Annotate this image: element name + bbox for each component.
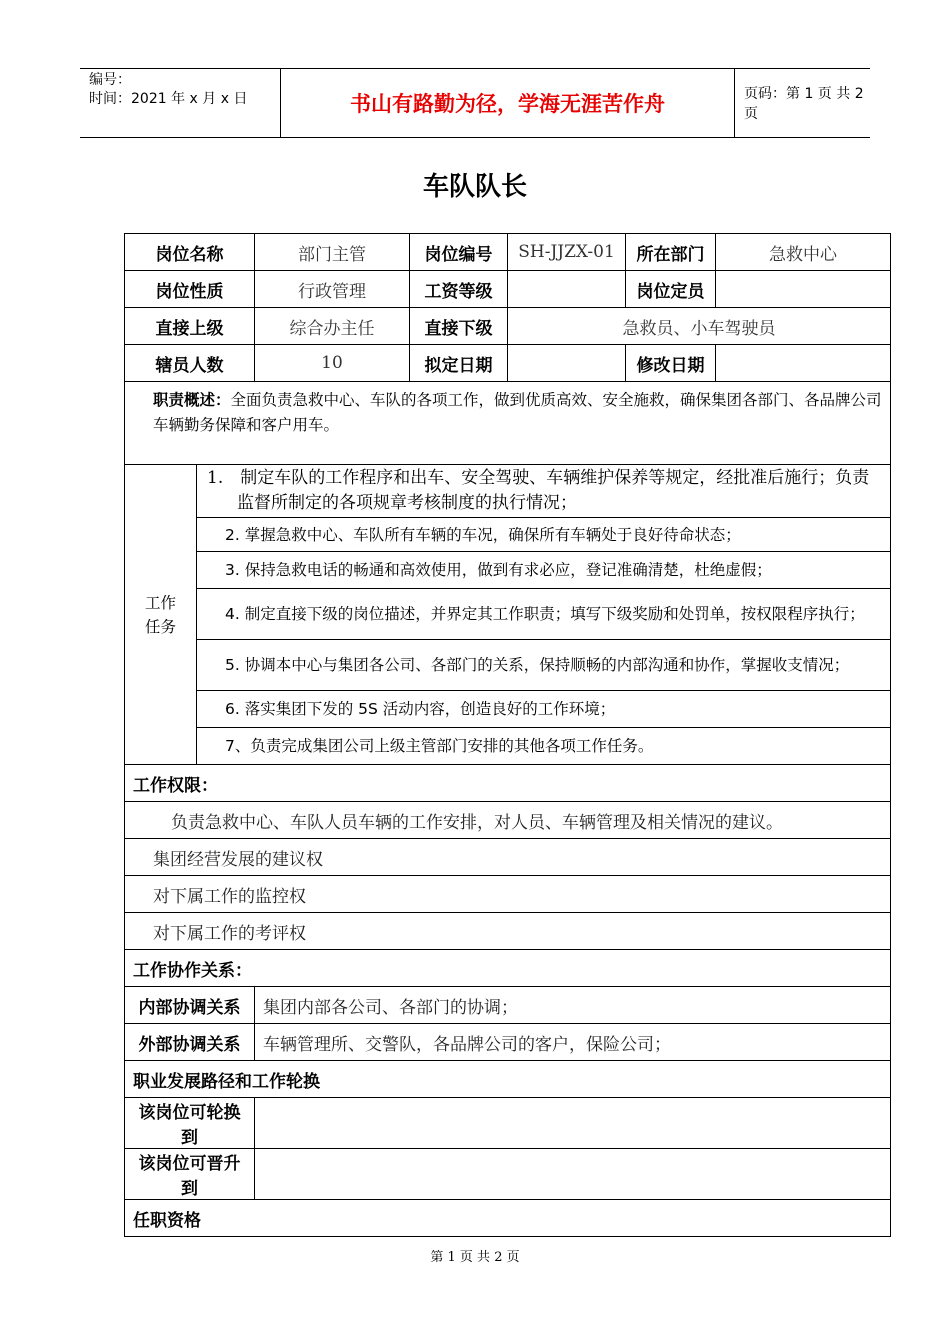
overview-label: 职责概述： — [153, 391, 231, 409]
header-slogan: 书山有路勤为径，学海无涯苦作舟 — [280, 69, 735, 137]
header-number: 编号： — [89, 72, 131, 88]
authority-item: 集团经营发展的建议权 — [125, 839, 891, 876]
authority-row — [125, 913, 891, 950]
header-meta — [80, 69, 280, 137]
task-row-5 — [125, 640, 891, 691]
page-footer: 第 1 页 共 2 页 — [430, 1250, 520, 1265]
draft-date-label: 拟定日期 — [410, 345, 508, 382]
superior-value: 综合办主任 — [255, 308, 410, 345]
overview-cell — [125, 382, 891, 465]
post-name-value: 部门主管 — [255, 234, 410, 271]
authority-row — [125, 876, 891, 913]
header-page-info: 页码：第 1 页 共 2 页 — [744, 86, 864, 122]
staff-label: 辖员人数 — [125, 345, 255, 382]
external-row — [125, 1024, 891, 1061]
nature-label: 岗位性质 — [125, 271, 255, 308]
internal-label: 内部协调关系 — [125, 987, 255, 1024]
promote-value — [255, 1149, 891, 1200]
draft-date-value — [508, 345, 626, 382]
task-item: 6. 落实集团下发的 5S 活动内容，创造良好的工作环境； — [197, 691, 891, 728]
qualification-label: 任职资格 — [125, 1200, 891, 1237]
rotate-row — [125, 1098, 891, 1149]
dept-label: 所在部门 — [626, 234, 716, 271]
document-title: 车队队长 — [422, 172, 527, 202]
external-value: 车辆管理所、交警队，各品牌公司的客户，保险公司； — [255, 1024, 891, 1061]
task-item: 5. 协调本中心与集团各公司、各部门的关系，保持顺畅的内部沟通和协作，掌握收支情况； — [197, 640, 891, 691]
task-row-3 — [125, 552, 891, 589]
info-row-4 — [125, 345, 891, 382]
task-item: 7、负责完成集团公司上级主管部门安排的其他各项工作任务。 — [197, 728, 891, 765]
dept-value: 急救中心 — [716, 234, 891, 271]
quota-value — [716, 271, 891, 308]
task-row-7 — [125, 728, 891, 765]
authority-row — [125, 839, 891, 876]
task-item: 2. 掌握急救中心、车队所有车辆的车况，确保所有车辆处于良好待命状态； — [197, 518, 891, 552]
cooperation-label: 工作协作关系： — [125, 950, 891, 987]
info-row-2 — [125, 271, 891, 308]
header-time: 时间：2021 年 x 月 x 日 — [89, 91, 248, 107]
overview-text: 全面负责急救中心、车队的各项工作，做到优质高效、安全施救，确保集团各部门、各品牌公司车辆勤务保障和客户用车。 — [153, 391, 882, 434]
task-row-4 — [125, 589, 891, 640]
subordinate-label: 直接下级 — [410, 308, 508, 345]
quota-label: 岗位定员 — [626, 271, 716, 308]
info-row-1 — [125, 234, 891, 271]
subordinate-value: 急救员、小车驾驶员 — [508, 308, 891, 345]
tasks-label: 工作 任务 — [125, 465, 197, 765]
external-label: 外部协调关系 — [125, 1024, 255, 1061]
internal-value: 集团内部各公司、各部门的协调； — [255, 987, 891, 1024]
rotate-value — [255, 1098, 891, 1149]
authority-item: 对下属工作的考评权 — [125, 913, 891, 950]
task-row-1 — [125, 465, 891, 518]
nature-value: 行政管理 — [255, 271, 410, 308]
promote-label: 该岗位可晋升到 — [125, 1149, 255, 1200]
task-item: 3. 保持急救电话的畅通和高效使用，做到有求必应，登记准确清楚，杜绝虚假； — [197, 552, 891, 589]
task-item: 4. 制定直接下级的岗位描述，并界定其工作职责；填写下级奖励和处罚单，按权限程序执行； — [197, 589, 891, 640]
internal-row — [125, 987, 891, 1024]
authority-header-row — [125, 765, 891, 802]
post-code-value: SH-JJZX-01 — [508, 234, 626, 271]
revise-date-label: 修改日期 — [626, 345, 716, 382]
promote-row — [125, 1149, 891, 1200]
career-label: 职业发展路径和工作轮换 — [125, 1061, 891, 1098]
authority-intro-row — [125, 802, 891, 839]
superior-label: 直接上级 — [125, 308, 255, 345]
qualification-row — [125, 1200, 891, 1237]
cooperation-header-row — [125, 950, 891, 987]
revise-date-value — [716, 345, 891, 382]
rotate-label: 该岗位可轮换到 — [125, 1098, 255, 1149]
career-header-row — [125, 1061, 891, 1098]
authority-label: 工作权限： — [125, 765, 891, 802]
authority-intro: 负责急救中心、车队人员车辆的工作安排，对人员、车辆管理及相关情况的建议。 — [125, 802, 891, 839]
authority-item: 对下属工作的监控权 — [125, 876, 891, 913]
task-row-2 — [125, 518, 891, 552]
post-code-label: 岗位编号 — [410, 234, 508, 271]
salary-label: 工资等级 — [410, 271, 508, 308]
info-row-3 — [125, 308, 891, 345]
page-header — [80, 68, 870, 138]
job-description-table — [124, 233, 891, 1237]
task-item: 1. 制定车队的工作程序和出车、安全驾驶、车辆维护保养等规定，经批准后施行；负责监督所制定的各项规章考核制度的执行情况； — [197, 465, 891, 518]
post-name-label: 岗位名称 — [125, 234, 255, 271]
staff-value: 10 — [255, 345, 410, 382]
task-row-6 — [125, 691, 891, 728]
salary-value — [508, 271, 626, 308]
overview-row — [125, 382, 891, 465]
